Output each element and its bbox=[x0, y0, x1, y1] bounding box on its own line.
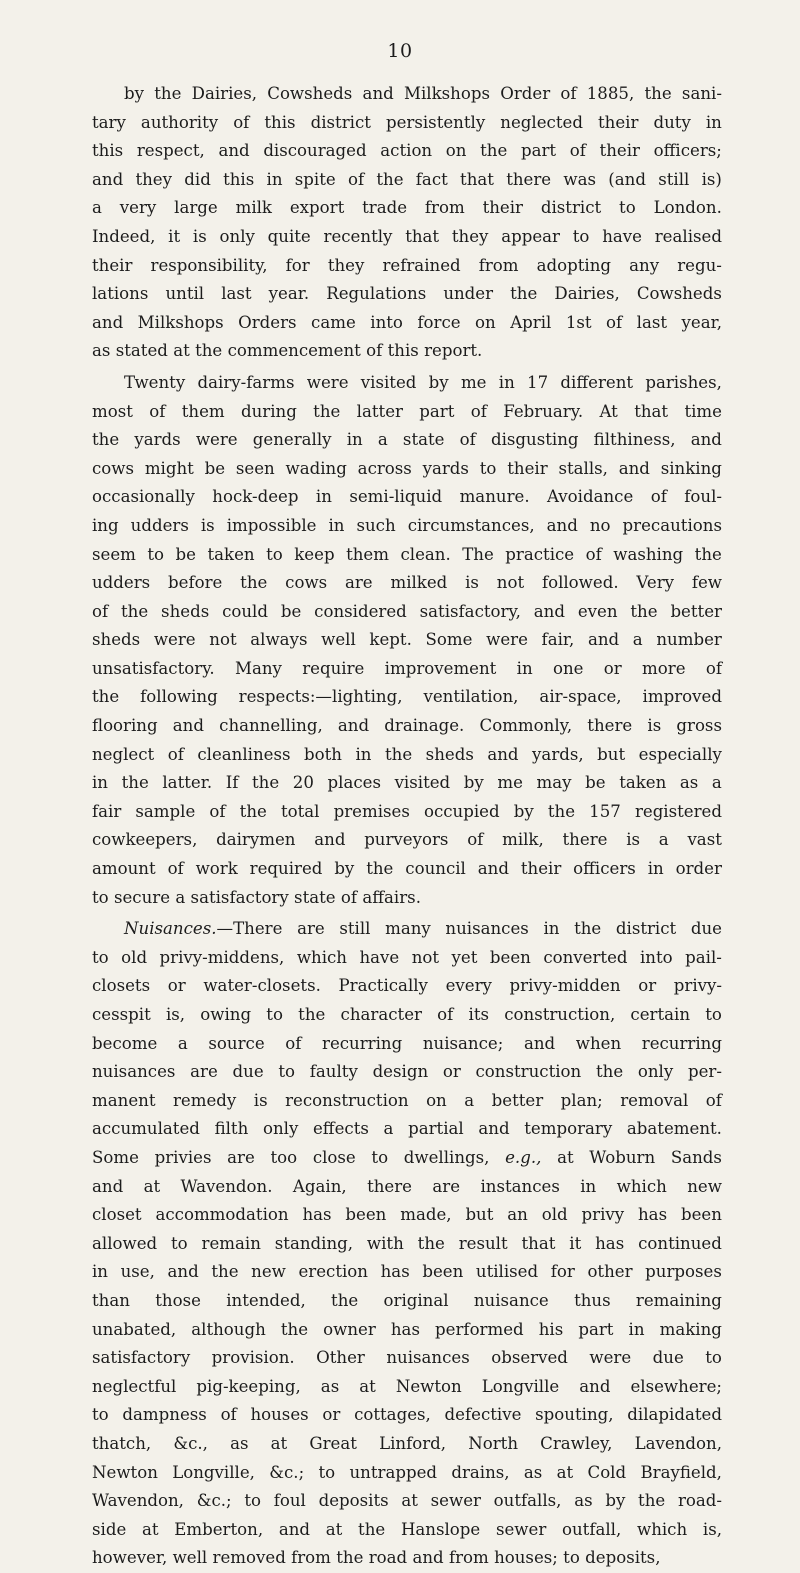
text-line: their responsibility, for they refrained from adopting any regu- bbox=[92, 255, 722, 275]
text-line: ing udders is impossible in such circumstances, and no precautions bbox=[92, 515, 722, 535]
text-line: the following respects:—lighting, ventilation, air-space, improved bbox=[92, 687, 722, 707]
text-line: Nuisances. —There are still many nuisances in the district due bbox=[92, 915, 722, 944]
text-line: unsatisfactory. Many require improvement in one or more of bbox=[92, 658, 722, 678]
text-line: sheds were not always well kept. Some were fair, and a number bbox=[92, 630, 722, 650]
text-line: and at Wavendon. Again, there are instances in which new bbox=[92, 1176, 722, 1196]
text-line: in the latter. If the 20 places visited by me may be taken as a bbox=[92, 773, 722, 793]
text-line: udders before the cows are milked is not followed. Very few bbox=[92, 573, 722, 593]
text-line: to secure a satisfactory state of affairs. bbox=[92, 887, 421, 907]
text-line: and they did this in spite of the fact that there was (and still is) bbox=[92, 169, 722, 189]
text-line: cesspit is, owing to the character of its construction, certain to bbox=[92, 1005, 722, 1024]
text-line: as stated at the commencement of this report. bbox=[92, 341, 483, 361]
text-line: become a source of recurring nuisance; and when recurring bbox=[92, 1033, 722, 1053]
text-line: flooring and channelling, and drainage. Commonly, there is gross bbox=[92, 716, 722, 736]
paragraph bbox=[92, 369, 722, 912]
paragraph bbox=[92, 80, 722, 366]
text-line: most of them during the latter part of February. At that time bbox=[92, 401, 722, 421]
text-line: than those intended, the original nuisance thus remaining bbox=[92, 1290, 722, 1310]
text-line: to dampness of houses or cottages, defective spouting, dilapidated bbox=[92, 1405, 722, 1425]
text-line: Some privies are too close to dwellings, e.g., at Woburn Sands bbox=[92, 1147, 722, 1167]
text-line: by the Dairies, Cowsheds and Milkshops Order of 1885, the sani- bbox=[124, 84, 722, 103]
text-line: unabated, although the owner has performed his part in making bbox=[92, 1319, 722, 1339]
paragraph bbox=[92, 915, 722, 1573]
text-line: accumulated filth only effects a partial and temporary abatement. bbox=[92, 1119, 722, 1139]
body-text bbox=[92, 80, 722, 1573]
text-line: Twenty dairy-farms were visited by me in 17 different parishes, bbox=[124, 372, 722, 392]
text-line: thatch, &c., as at Great Linford, North Crawley, Lavendon, bbox=[92, 1433, 722, 1453]
text-line: in use, and the new erection has been utilised for other purposes bbox=[92, 1262, 722, 1282]
text-line: Indeed, it is only quite recently that they appear to have realised bbox=[92, 226, 722, 246]
text-line: neglectful pig-keeping, as at Newton Longville and elsewhere; bbox=[92, 1376, 722, 1396]
text-line: closet accommodation has been made, but an old privy has been bbox=[92, 1205, 722, 1225]
text-line: Newton Longville, &c.; to untrapped drains, as at Cold Brayfield, bbox=[92, 1462, 722, 1482]
text-line: of the sheds could be considered satisfactory, and even the better bbox=[92, 601, 722, 621]
text-line: the yards were generally in a state of disgusting filthiness, and bbox=[92, 430, 722, 450]
text-line: seem to be taken to keep them clean. The practice of washing the bbox=[92, 544, 722, 564]
text-line: to old privy-middens, which have not yet been converted into pail- bbox=[92, 947, 722, 967]
text-line: nuisances are due to faulty design or construction the only per- bbox=[92, 1062, 722, 1082]
text-line: closets or water-closets. Practically every privy-midden or privy- bbox=[92, 976, 722, 996]
text-line: side at Emberton, and at the Hanslope sewer outfall, which is, bbox=[92, 1519, 722, 1539]
text-line: amount of work required by the council and their officers in order bbox=[92, 859, 722, 879]
text-line: tary authority of this district persistently neglected their duty in bbox=[92, 112, 722, 132]
page-number: 10 bbox=[387, 40, 413, 62]
text-line: neglect of cleanliness both in the sheds and yards, but especially bbox=[92, 744, 722, 764]
text-line: manent remedy is reconstruction on a better plan; removal of bbox=[92, 1090, 722, 1110]
text-line: cows might be seen wading across yards to their stalls, and sinking bbox=[92, 458, 722, 478]
text-line: allowed to remain standing, with the result that it has continued bbox=[92, 1233, 722, 1253]
text-line: lations until last year. Regulations under the Dairies, Cowsheds bbox=[92, 284, 722, 304]
text-line: occasionally hock-deep in semi-liquid manure. Avoidance of foul- bbox=[92, 487, 722, 507]
text-line: fair sample of the total premises occupied by the 157 registered bbox=[92, 801, 722, 821]
section-heading: Nuisances. bbox=[124, 919, 217, 939]
text-line: however, well removed from the road and from houses; to deposits, bbox=[92, 1548, 661, 1568]
text-line: cowkeepers, dairymen and purveyors of milk, there is a vast bbox=[92, 830, 722, 850]
text-line: a very large milk export trade from their district to London. bbox=[92, 198, 722, 218]
text-line: this respect, and discouraged action on the part of their officers; bbox=[92, 141, 722, 161]
text-line: satisfactory provision. Other nuisances observed were due to bbox=[92, 1348, 722, 1368]
text-line: Wavendon, &c.; to foul deposits at sewer outfalls, as by the road- bbox=[92, 1491, 722, 1511]
text-line: and Milkshops Orders came into force on April 1st of last year, bbox=[92, 312, 722, 332]
